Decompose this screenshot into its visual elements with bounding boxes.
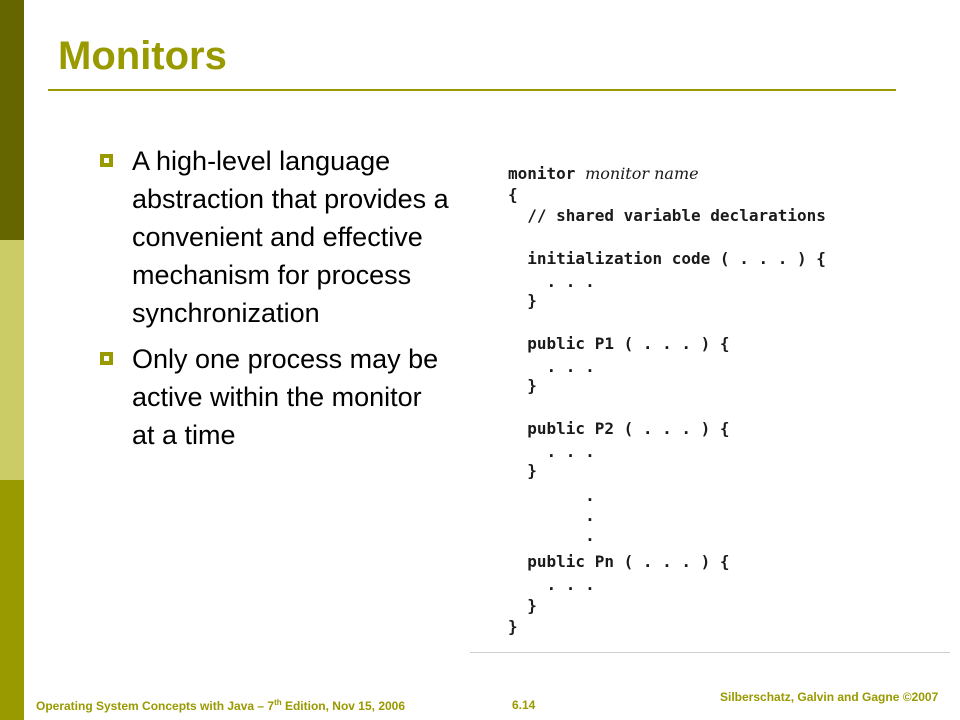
code-line: public P2 ( . . . ) { [508, 419, 730, 438]
accent-bar-middle [0, 240, 24, 480]
code-line: . . . [508, 575, 595, 594]
code-ellipsis-dot: . [508, 526, 595, 545]
code-line: public P1 ( . . . ) { [508, 334, 730, 353]
code-line: } [508, 291, 537, 310]
slide-title: Monitors [58, 34, 227, 78]
code-monitor-name: monitor name [585, 164, 699, 183]
left-accent-bar [0, 0, 24, 720]
footer-book-title-text: Operating System Concepts with Java – 7 [36, 699, 275, 713]
page-number: 6.14 [512, 698, 536, 712]
code-figure-border [470, 652, 950, 653]
code-header-line [508, 164, 699, 183]
code-ellipsis-dot: . [508, 506, 595, 525]
title-underline [48, 89, 896, 91]
bullet-list [100, 142, 450, 462]
code-line: public Pn ( . . . ) { [508, 552, 730, 571]
square-bullet-icon [100, 352, 113, 365]
bullet-text: A high-level language abstraction that provides a convenient and effective mechanism for process synchronization [132, 146, 449, 328]
footer-superscript: th [274, 698, 282, 707]
bullet-text: Only one process may be active within the monitor at a time [132, 344, 439, 450]
footer-book-title [36, 698, 405, 713]
footer-copyright: Silberschatz, Galvin and Gagne ©2007 [720, 690, 939, 704]
bullet-item [100, 340, 450, 454]
code-line: } [508, 376, 537, 395]
code-keyword: monitor [508, 164, 576, 183]
code-figure [470, 150, 950, 652]
code-line: initialization code ( . . . ) { [508, 249, 826, 268]
code-line: } [508, 617, 518, 636]
accent-bar-bottom [0, 480, 24, 720]
footer-book-edition-text: Edition, Nov 15, 2006 [281, 699, 406, 713]
code-line: . . . [508, 272, 595, 291]
code-line: . . . [508, 357, 595, 376]
accent-bar-top [0, 0, 24, 240]
code-line: } [508, 596, 537, 615]
code-ellipsis-dot: . [508, 486, 595, 505]
square-bullet-icon [100, 154, 113, 167]
code-line: // shared variable declarations [508, 206, 826, 225]
code-line: . . . [508, 442, 595, 461]
code-line: } [508, 461, 537, 480]
bullet-item [100, 142, 450, 332]
code-line: { [508, 185, 518, 204]
